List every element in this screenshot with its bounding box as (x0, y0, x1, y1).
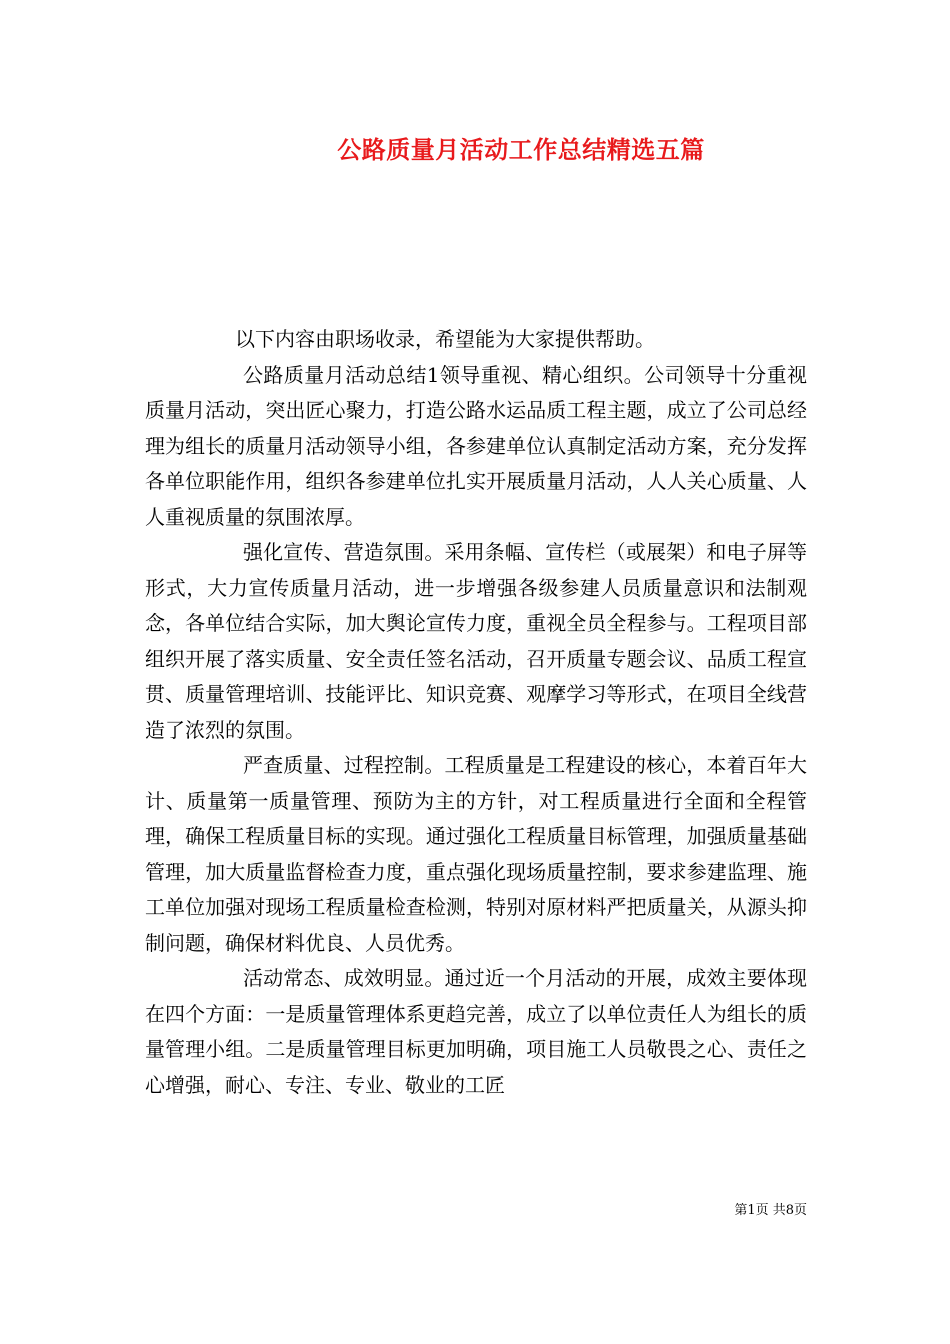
document-body (145, 322, 807, 1103)
page-number-footer: 第1页 共8页 (734, 1203, 807, 1218)
paragraph-publicity: 强化宣传、营造氛围。采用条幅、宣传栏（或展架）和电子屏等形式，大力宣传质量月活动，进一步增强各级参建人员质量意识和法制观念，各单位结合实际，加大舆论宣传力度，重视全员全程参与。工程项目部组织开展了落实质量、安全责任签名活动，召开质量专题会议、品质工程宣贯、质量管理培训、技能评比、知识竞赛、观摩学习等形式，在项目全线营造了浓烈的氛围。 (145, 540, 807, 742)
paragraph-leadership: 公路质量月活动总结1领导重视、精心组织。公司领导十分重视质量月活动，突出匠心聚力，打造公路水运品质工程主题，成立了公司总经理为组长的质量月活动领导小组，各参建单位认真制定活动方案，充分发挥各单位职能作用，组织各参建单位扎实开展质量月活动，人人关心质量、人人重视质量的氛围浓厚。 (145, 362, 807, 529)
paragraph-quality-control: 严查质量、过程控制。工程质量是工程建设的核心，本着百年大计、质量第一质量管理、预防为主的方针，对工程质量进行全面和全程管理，确保工程质量目标的实现。通过强化工程质量目标管理，加强质量基础管理，加大质量监督检查力度，重点强化现场质量控制，要求参建监理、施工单位加强对现场工程质量检查检测，特别对原材料严把质量关，从源头抑制问题，确保材料优良、人员优秀。 (145, 753, 807, 955)
paragraph-intro: 以下内容由职场收录，希望能为大家提供帮助。 (235, 327, 655, 351)
paragraph-results: 活动常态、成效明显。通过近一个月活动的开展，成效主要体现在四个方面：一是质量管理体系更趋完善，成立了以单位责任人为组长的质量管理小组。二是质量管理目标更加明确，项目施工人员敬畏之心、责任之心增强，耐心、专注、专业、敬业的工匠 (145, 966, 807, 1097)
document-title: 公路质量月活动工作总结精选五篇 (337, 135, 705, 164)
